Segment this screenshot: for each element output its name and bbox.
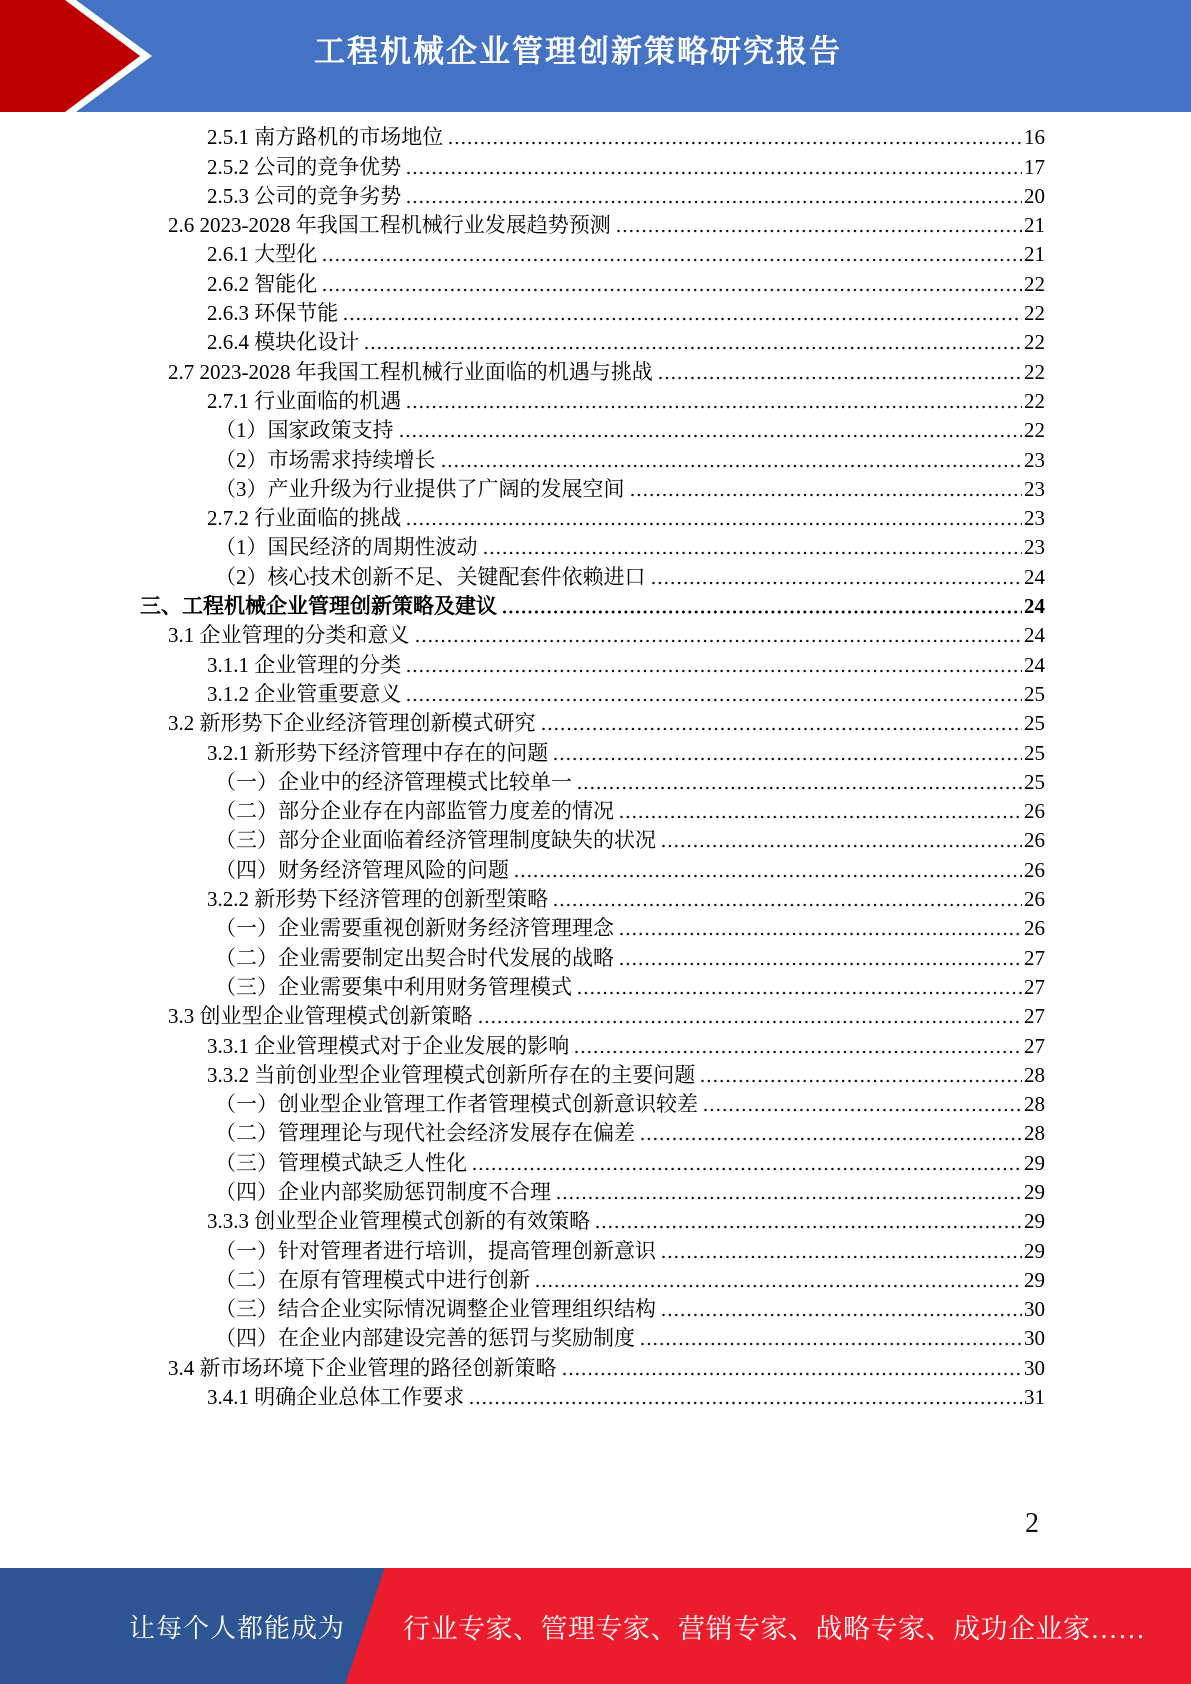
toc-entry[interactable] [140,1265,1045,1294]
toc-entry-label: （二）在原有管理模式中进行创新 [215,1267,530,1292]
toc-entry-page: 30 [1024,1326,1045,1351]
toc-entry-page: 29 [1024,1179,1045,1204]
toc-entry[interactable] [140,1001,1045,1030]
toc-entry-page: 25 [1024,711,1045,736]
toc-entry[interactable] [140,503,1045,532]
toc-entry-page: 25 [1024,769,1045,794]
toc-entry[interactable] [140,1060,1045,1089]
toc-entry-label: 3.3.1 企业管理模式对于企业发展的影响 [207,1033,570,1058]
toc-entry[interactable] [140,181,1045,210]
toc-entry-page: 25 [1024,681,1045,706]
toc-entry[interactable] [140,474,1045,503]
toc-entry[interactable] [140,1352,1045,1381]
toc-entry-page: 27 [1024,945,1045,970]
toc-entry-label: 3.1.2 企业管重要意义 [207,681,402,706]
toc-entry[interactable] [140,356,1045,385]
toc-entry[interactable] [140,708,1045,737]
footer-slogan-left: 让每个人都能成为 [128,1613,345,1643]
toc-entry-label: 2.7 2023-2028 年我国工程机械行业面临的机遇与挑战 [168,359,653,384]
toc-entry[interactable] [140,679,1045,708]
toc-entry-page: 24 [1024,564,1045,589]
toc-entry[interactable] [140,122,1045,151]
toc-entry-page: 20 [1024,183,1045,208]
toc-entry-label: 2.6.4 模块化设计 [207,330,360,355]
toc-entry-page: 21 [1024,213,1045,238]
toc-entry[interactable] [140,298,1045,327]
toc-entry-page: 26 [1024,916,1045,941]
table-of-contents [140,122,1045,1411]
report-title: 工程机械企业管理创新策略研究报告 [314,34,842,69]
toc-entry-label: （1）国民经济的周期性波动 [215,535,478,560]
toc-entry[interactable] [140,913,1045,942]
toc-entry-label: （三）企业需要集中利用财务管理模式 [215,974,572,999]
toc-entry[interactable] [140,1382,1045,1411]
toc-entry[interactable] [140,561,1045,590]
toc-entry-page: 23 [1024,476,1045,501]
toc-entry-page: 28 [1024,1121,1045,1146]
toc-entry[interactable] [140,415,1045,444]
toc-entry[interactable] [140,825,1045,854]
toc-entry-label: （三）结合企业实际情况调整企业管理组织结构 [215,1297,656,1322]
toc-entry[interactable] [140,1177,1045,1206]
toc-entry-label: （一）企业需要重视创新财务经济管理理念 [215,916,614,941]
toc-entry-label: 三、工程机械企业管理创新策略及建议 [140,594,497,619]
toc-entry-page: 27 [1024,1033,1045,1058]
toc-entry-page: 23 [1024,447,1045,472]
toc-entry[interactable] [140,972,1045,1001]
toc-entry-label: 2.6.3 环保节能 [207,301,339,326]
toc-entry-label: 3.3 创业型企业管理模式创新策略 [168,1004,473,1029]
toc-entry-label: 2.6.2 智能化 [207,271,318,296]
toc-entry[interactable] [140,796,1045,825]
toc-entry-label: 3.2.2 新形势下经济管理的创新型策略 [207,887,549,912]
toc-entry-page: 26 [1024,857,1045,882]
toc-entry-label: 2.7.1 行业面临的机遇 [207,388,402,413]
toc-entry-label: （2）市场需求持续增长 [215,447,436,472]
toc-entry-label: 2.6 2023-2028 年我国工程机械行业发展趋势预测 [168,213,611,238]
toc-entry-label: 3.3.3 创业型企业管理模式创新的有效策略 [207,1209,591,1234]
toc-entry-page: 27 [1024,1004,1045,1029]
toc-entry[interactable] [140,268,1045,297]
toc-entry-page: 22 [1024,418,1045,443]
toc-entry-label: （一）创业型企业管理工作者管理模式创新意识较差 [215,1092,698,1117]
toc-entry-label: 2.7.2 行业面临的挑战 [207,506,402,531]
toc-entry-page: 29 [1024,1267,1045,1292]
toc-entry-page: 23 [1024,506,1045,531]
toc-entry-page: 29 [1024,1209,1045,1234]
toc-entry[interactable] [140,854,1045,883]
toc-entry-label: （三）管理模式缺乏人性化 [215,1150,467,1175]
toc-entry-label: 2.6.1 大型化 [207,242,318,267]
toc-entry-page: 30 [1024,1355,1045,1380]
toc-entry-page: 29 [1024,1150,1045,1175]
toc-entry[interactable] [140,649,1045,678]
toc-entry-page: 24 [1024,594,1045,619]
toc-entry-label: （二）部分企业存在内部监管力度差的情况 [215,799,614,824]
toc-entry-label: （二）企业需要制定出契合时代发展的战略 [215,945,614,970]
toc-entry-page: 29 [1024,1238,1045,1263]
toc-entry-page: 22 [1024,359,1045,384]
toc-entry-label: 3.1 企业管理的分类和意义 [168,623,410,648]
toc-entry[interactable] [140,1118,1045,1147]
toc-entry[interactable] [140,1323,1045,1352]
toc-entry-page: 22 [1024,271,1045,296]
toc-entry[interactable] [140,1206,1045,1235]
page-number: 2 [1025,1508,1039,1539]
toc-entry-label: 3.2 新形势下企业经济管理创新模式研究 [168,711,536,736]
footer-band [0,1568,1191,1684]
toc-entry-page: 16 [1024,125,1045,150]
toc-entry[interactable] [140,737,1045,766]
toc-entry-page: 28 [1024,1062,1045,1087]
toc-entry-page: 24 [1024,652,1045,677]
toc-entry-label: （2）核心技术创新不足、关键配套件依赖进口 [215,564,646,589]
footer-slogan-right: 行业专家、管理专家、营销专家、战略专家、成功企业家…… [403,1613,1146,1644]
toc-entry-page: 26 [1024,799,1045,824]
toc-entry-label: （三）部分企业面临着经济管理制度缺失的状况 [215,828,656,853]
toc-entry[interactable] [140,444,1045,473]
toc-entry[interactable] [140,620,1045,649]
toc-entry[interactable] [140,1235,1045,1264]
toc-entry-label: 3.3.2 当前创业型企业管理模式创新所存在的主要问题 [207,1062,696,1087]
toc-entry-label: 3.2.1 新形势下经济管理中存在的问题 [207,740,549,765]
toc-entry[interactable] [140,327,1045,356]
toc-entry[interactable] [140,239,1045,268]
toc-entry-page: 26 [1024,828,1045,853]
toc-entry-label: （1）国家政策支持 [215,418,394,443]
toc-entry-page: 17 [1024,154,1045,179]
toc-entry-page: 31 [1024,1385,1045,1410]
toc-entry-page: 22 [1024,388,1045,413]
header-band [0,0,1191,112]
toc-entry-label: 3.4.1 明确企业总体工作要求 [207,1385,465,1410]
toc-entry[interactable] [140,532,1045,561]
toc-entry[interactable] [140,884,1045,913]
toc-entry[interactable] [140,386,1045,415]
toc-entry-label: （二）管理理论与现代社会经济发展存在偏差 [215,1121,635,1146]
toc-entry-label: （四）在企业内部建设完善的惩罚与奖励制度 [215,1326,635,1351]
toc-entry-label: （一）企业中的经济管理模式比较单一 [215,769,572,794]
toc-entry-page: 23 [1024,535,1045,560]
toc-entry-page: 30 [1024,1297,1045,1322]
toc-entry-page: 28 [1024,1092,1045,1117]
toc-entry-label: （一）针对管理者进行培训，提高管理创新意识 [215,1238,656,1263]
toc-entry-label: 2.5.3 公司的竞争劣势 [207,183,402,208]
toc-entry-label: 3.1.1 企业管理的分类 [207,652,402,677]
toc-entry-page: 26 [1024,887,1045,912]
toc-entry-page: 27 [1024,974,1045,999]
toc-entry-page: 24 [1024,623,1045,648]
toc-entry-page: 22 [1024,301,1045,326]
toc-entry[interactable] [140,767,1045,796]
toc-entry[interactable] [140,210,1045,239]
toc-entry-label: 3.4 新市场环境下企业管理的路径创新策略 [168,1355,557,1380]
toc-entry-label: （3）产业升级为行业提供了广阔的发展空间 [215,476,625,501]
toc-entry[interactable] [140,1147,1045,1176]
toc-entry[interactable] [140,1030,1045,1059]
toc-entry[interactable] [140,1294,1045,1323]
toc-entry[interactable] [140,1089,1045,1118]
toc-entry-label: （四）企业内部奖励惩罚制度不合理 [215,1179,551,1204]
toc-entry-label: 2.5.1 南方路机的市场地位 [207,125,444,150]
toc-entry-label: 2.5.2 公司的竞争优势 [207,154,402,179]
toc-entry-page: 21 [1024,242,1045,267]
toc-entry[interactable] [140,591,1045,620]
toc-entry[interactable] [140,942,1045,971]
toc-entry-page: 22 [1024,330,1045,355]
toc-entry[interactable] [140,151,1045,180]
toc-entry-page: 25 [1024,740,1045,765]
toc-entry-label: （四）财务经济管理风险的问题 [215,857,509,882]
